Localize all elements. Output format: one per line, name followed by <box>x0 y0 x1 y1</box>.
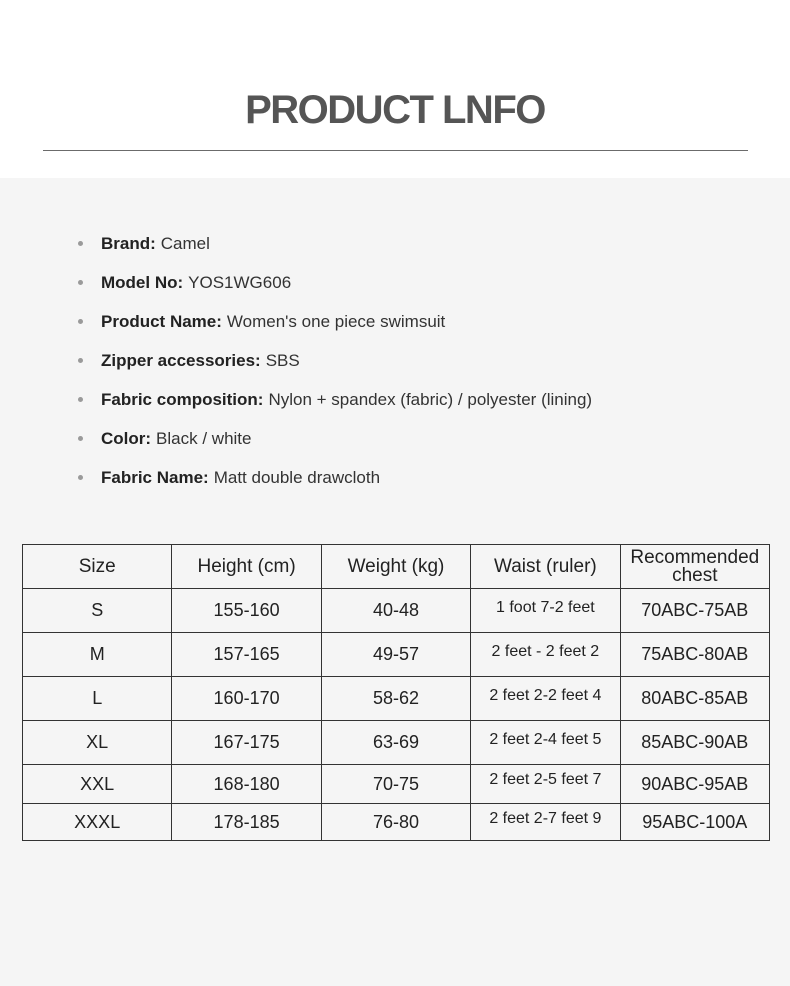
attribute-color <box>78 419 592 458</box>
attribute-model-no <box>78 263 592 302</box>
cell-size: XL <box>23 721 172 765</box>
attribute-value: Women's one piece swimsuit <box>226 311 446 331</box>
product-info-section <box>0 178 790 986</box>
attribute-label: Color: <box>101 428 152 448</box>
attribute-label: Brand: <box>101 233 156 253</box>
cell-chest: 70ABC-75AB <box>620 589 769 633</box>
cell-height: 167-175 <box>172 721 321 765</box>
cell-chest: 75ABC-80AB <box>620 633 769 677</box>
table-row <box>23 633 770 677</box>
attribute-value: Black / white <box>156 428 252 448</box>
header-waist: Waist (ruler) <box>471 545 620 589</box>
cell-weight: 40-48 <box>321 589 470 633</box>
bullet-icon <box>78 280 83 285</box>
cell-height: 160-170 <box>172 677 321 721</box>
cell-weight: 63-69 <box>321 721 470 765</box>
cell-waist: 2 feet 2-5 feet 7 <box>471 765 620 804</box>
table-row <box>23 804 770 841</box>
attribute-zipper-accessories <box>78 341 592 380</box>
cell-height: 155-160 <box>172 589 321 633</box>
attribute-brand <box>78 224 592 263</box>
attribute-label: Fabric Name: <box>101 467 209 487</box>
attribute-value: SBS <box>265 350 300 370</box>
attribute-value: Matt double drawcloth <box>213 467 381 487</box>
header-size: Size <box>23 545 172 589</box>
cell-height: 168-180 <box>172 765 321 804</box>
size-chart-table <box>22 544 770 841</box>
bullet-icon <box>78 241 83 246</box>
cell-waist: 2 feet 2-4 feet 5 <box>471 721 620 765</box>
product-attributes-list <box>78 224 592 497</box>
attribute-label: Model No: <box>101 272 184 292</box>
attribute-label: Product Name: <box>101 311 222 331</box>
bullet-icon <box>78 397 83 402</box>
cell-size: XXXL <box>23 804 172 841</box>
cell-weight: 49-57 <box>321 633 470 677</box>
header-recommended-chest: Recommended chest <box>620 545 769 589</box>
table-row <box>23 721 770 765</box>
table-row <box>23 765 770 804</box>
cell-chest: 95ABC-100A <box>620 804 769 841</box>
cell-waist: 1 foot 7-2 feet <box>471 589 620 633</box>
cell-chest: 80ABC-85AB <box>620 677 769 721</box>
attribute-label: Zipper accessories: <box>101 350 261 370</box>
cell-waist: 2 feet 2-7 feet 9 <box>471 804 620 841</box>
cell-size: M <box>23 633 172 677</box>
page-title: PRODUCT LNFO <box>245 88 545 132</box>
attribute-value: Camel <box>160 233 210 253</box>
cell-weight: 70-75 <box>321 765 470 804</box>
cell-height: 157-165 <box>172 633 321 677</box>
header-weight: Weight (kg) <box>321 545 470 589</box>
attribute-value: YOS1WG606 <box>188 272 292 292</box>
cell-size: L <box>23 677 172 721</box>
cell-waist: 2 feet 2-2 feet 4 <box>471 677 620 721</box>
attribute-product-name <box>78 302 592 341</box>
bullet-icon <box>78 358 83 363</box>
table-row <box>23 589 770 633</box>
cell-height: 178-185 <box>172 804 321 841</box>
header-height: Height (cm) <box>172 545 321 589</box>
table-header-row <box>23 545 770 589</box>
cell-weight: 76-80 <box>321 804 470 841</box>
title-divider <box>43 150 748 151</box>
attribute-value: Nylon + spandex (fabric) / polyester (lining) <box>268 389 593 409</box>
cell-weight: 58-62 <box>321 677 470 721</box>
page-header <box>0 0 790 178</box>
cell-size: XXL <box>23 765 172 804</box>
attribute-fabric-composition <box>78 380 592 419</box>
cell-size: S <box>23 589 172 633</box>
cell-waist: 2 feet - 2 feet 2 <box>471 633 620 677</box>
bullet-icon <box>78 475 83 480</box>
bullet-icon <box>78 436 83 441</box>
cell-chest: 85ABC-90AB <box>620 721 769 765</box>
bullet-icon <box>78 319 83 324</box>
cell-chest: 90ABC-95AB <box>620 765 769 804</box>
table-row <box>23 677 770 721</box>
attribute-fabric-name <box>78 458 592 497</box>
attribute-label: Fabric composition: <box>101 389 264 409</box>
